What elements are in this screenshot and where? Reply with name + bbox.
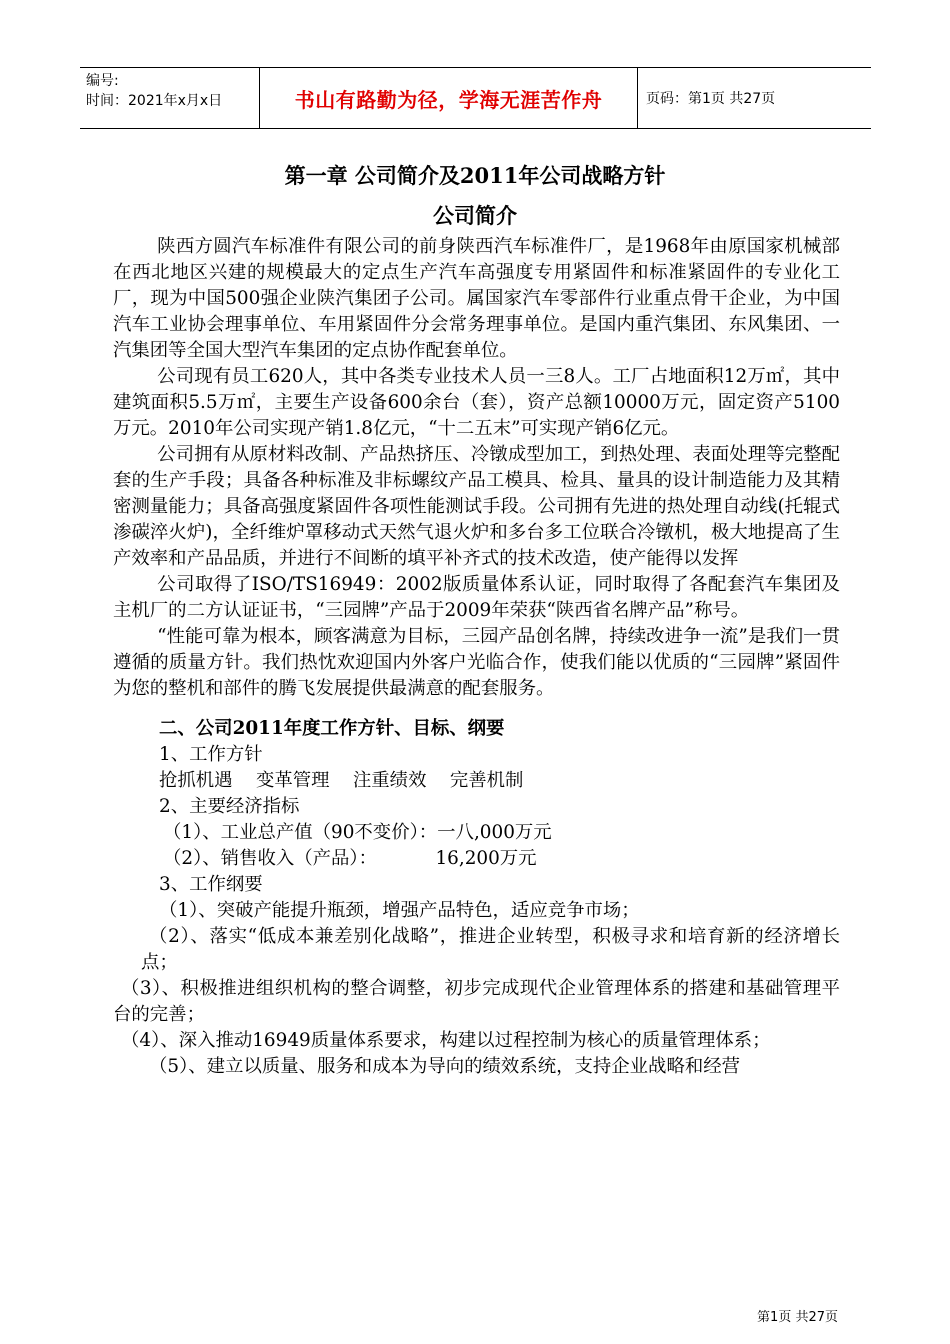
outline-label: 3、工作纲要 — [159, 874, 263, 895]
page-footer: 第1页 共27页 — [757, 1310, 838, 1325]
header-meta — [80, 68, 260, 128]
paragraph-company-history: 陕西方圆汽车标准件有限公司的前身陕西汽车标准件厂，是1968年由原国家机械部在西北地区兴建的规模最大的定点生产汽车高强度专用紧固件和标准紧固件的专业化工厂，现为中国500强企业陕汽集团子公司。属国家汽车零部件行业重点骨干企业，为中国汽车工业协会理事单位、车用紧固件分会常务理事单位。是国内重汽集团、东风集团、一汽集团等全国大型汽车集团的定点协作配套单位。 — [113, 236, 840, 361]
section-title: 公司简介 — [433, 203, 517, 228]
outline-item: （2）、落实“低成本兼差别化战略”，推进企业转型，积极寻求和培育新的经济增长点； — [141, 926, 840, 973]
chapter-title: 第一章 公司简介及2011年公司战略方针 — [284, 163, 666, 188]
indicators-label: 2、主要经济指标 — [159, 796, 300, 817]
policy-label: 1、工作方针 — [159, 744, 263, 765]
document-time-label: 时间：2021年x月x日 — [86, 93, 223, 109]
document-body — [113, 234, 840, 1080]
outline-item: （4）、深入推动16949质量体系要求，构建以过程控制为核心的质量管理体系； — [121, 1030, 771, 1051]
outline-item: （3）、积极推进组织机构的整合调整，初步完成现代企业管理体系的搭建和基础管理平台的完善； — [113, 978, 840, 1025]
header-motto: 书山有路勤为径，学海无涯苦作舟 — [260, 68, 638, 128]
paragraph-company-scale: 公司现有员工620人，其中各类专业技术人员一三8人。工厂占地面积12万㎡，其中建筑面积5.5万㎡，主要生产设备600余台（套），资产总额10000万元，固定资产5100万元。2010年公司实现产销1.8亿元，“十二五末”可实现产销6亿元。 — [113, 366, 840, 439]
paragraph-capabilities: 公司拥有从原材料改制、产品热挤压、冷镦成型加工，到热处理、表面处理等完整配套的生产手段；具备各种标准及非标螺纹产品工模具、检具、量具的设计制造能力及其精密测量能力；具备高强度紧固件各项性能测试手段。公司拥有先进的热处理自动线(托辊式渗碳淬火炉)，全纤维炉罩移动式天然气退火炉和多台多工位联合冷镦机，极大地提高了生产效率和产品品质，并进行不间断的填平补齐式的技术改造，使产能得以发挥 — [113, 444, 840, 569]
outline-item: （5）、建立以质量、服务和成本为导向的绩效系统，支持企业战略和经营 — [149, 1056, 741, 1077]
paragraph-quality-policy: “性能可靠为根本，顾客满意为目标，三园产品创名牌，持续改进争一流”是我们一贯遵循的质量方针。我们热忱欢迎国内外客户光临合作，使我们能以优质的“三园牌”紧固件为您的整机和部件的腾飞发展提供最满意的配套服务。 — [113, 626, 840, 699]
document-number-label: 编号: — [86, 73, 119, 89]
indicator-sales-revenue: （2）、销售收入（产品）： 16,200万元 — [163, 848, 537, 869]
outline-item: （1）、突破产能提升瓶颈，增强产品特色，适应竞争市场； — [159, 900, 640, 921]
header-page-info: 页码：第1页 共27页 — [646, 91, 776, 107]
policy-text: 抢抓机遇 变革管理 注重绩效 完善机制 — [159, 770, 524, 791]
paragraph-certification: 公司取得了ISO/TS16949：2002版质量体系认证，同时取得了各配套汽车集团及主机厂的二方认证证书，“三园牌”产品于2009年荣获“陕西省名牌产品”称号。 — [113, 574, 840, 621]
page-header — [80, 67, 871, 129]
indicator-output-value: （1）、工业总产值（90不变价）：一八,000万元 — [163, 822, 552, 843]
section2-heading: 二、公司2011年度工作方针、目标、纲要 — [159, 718, 505, 739]
